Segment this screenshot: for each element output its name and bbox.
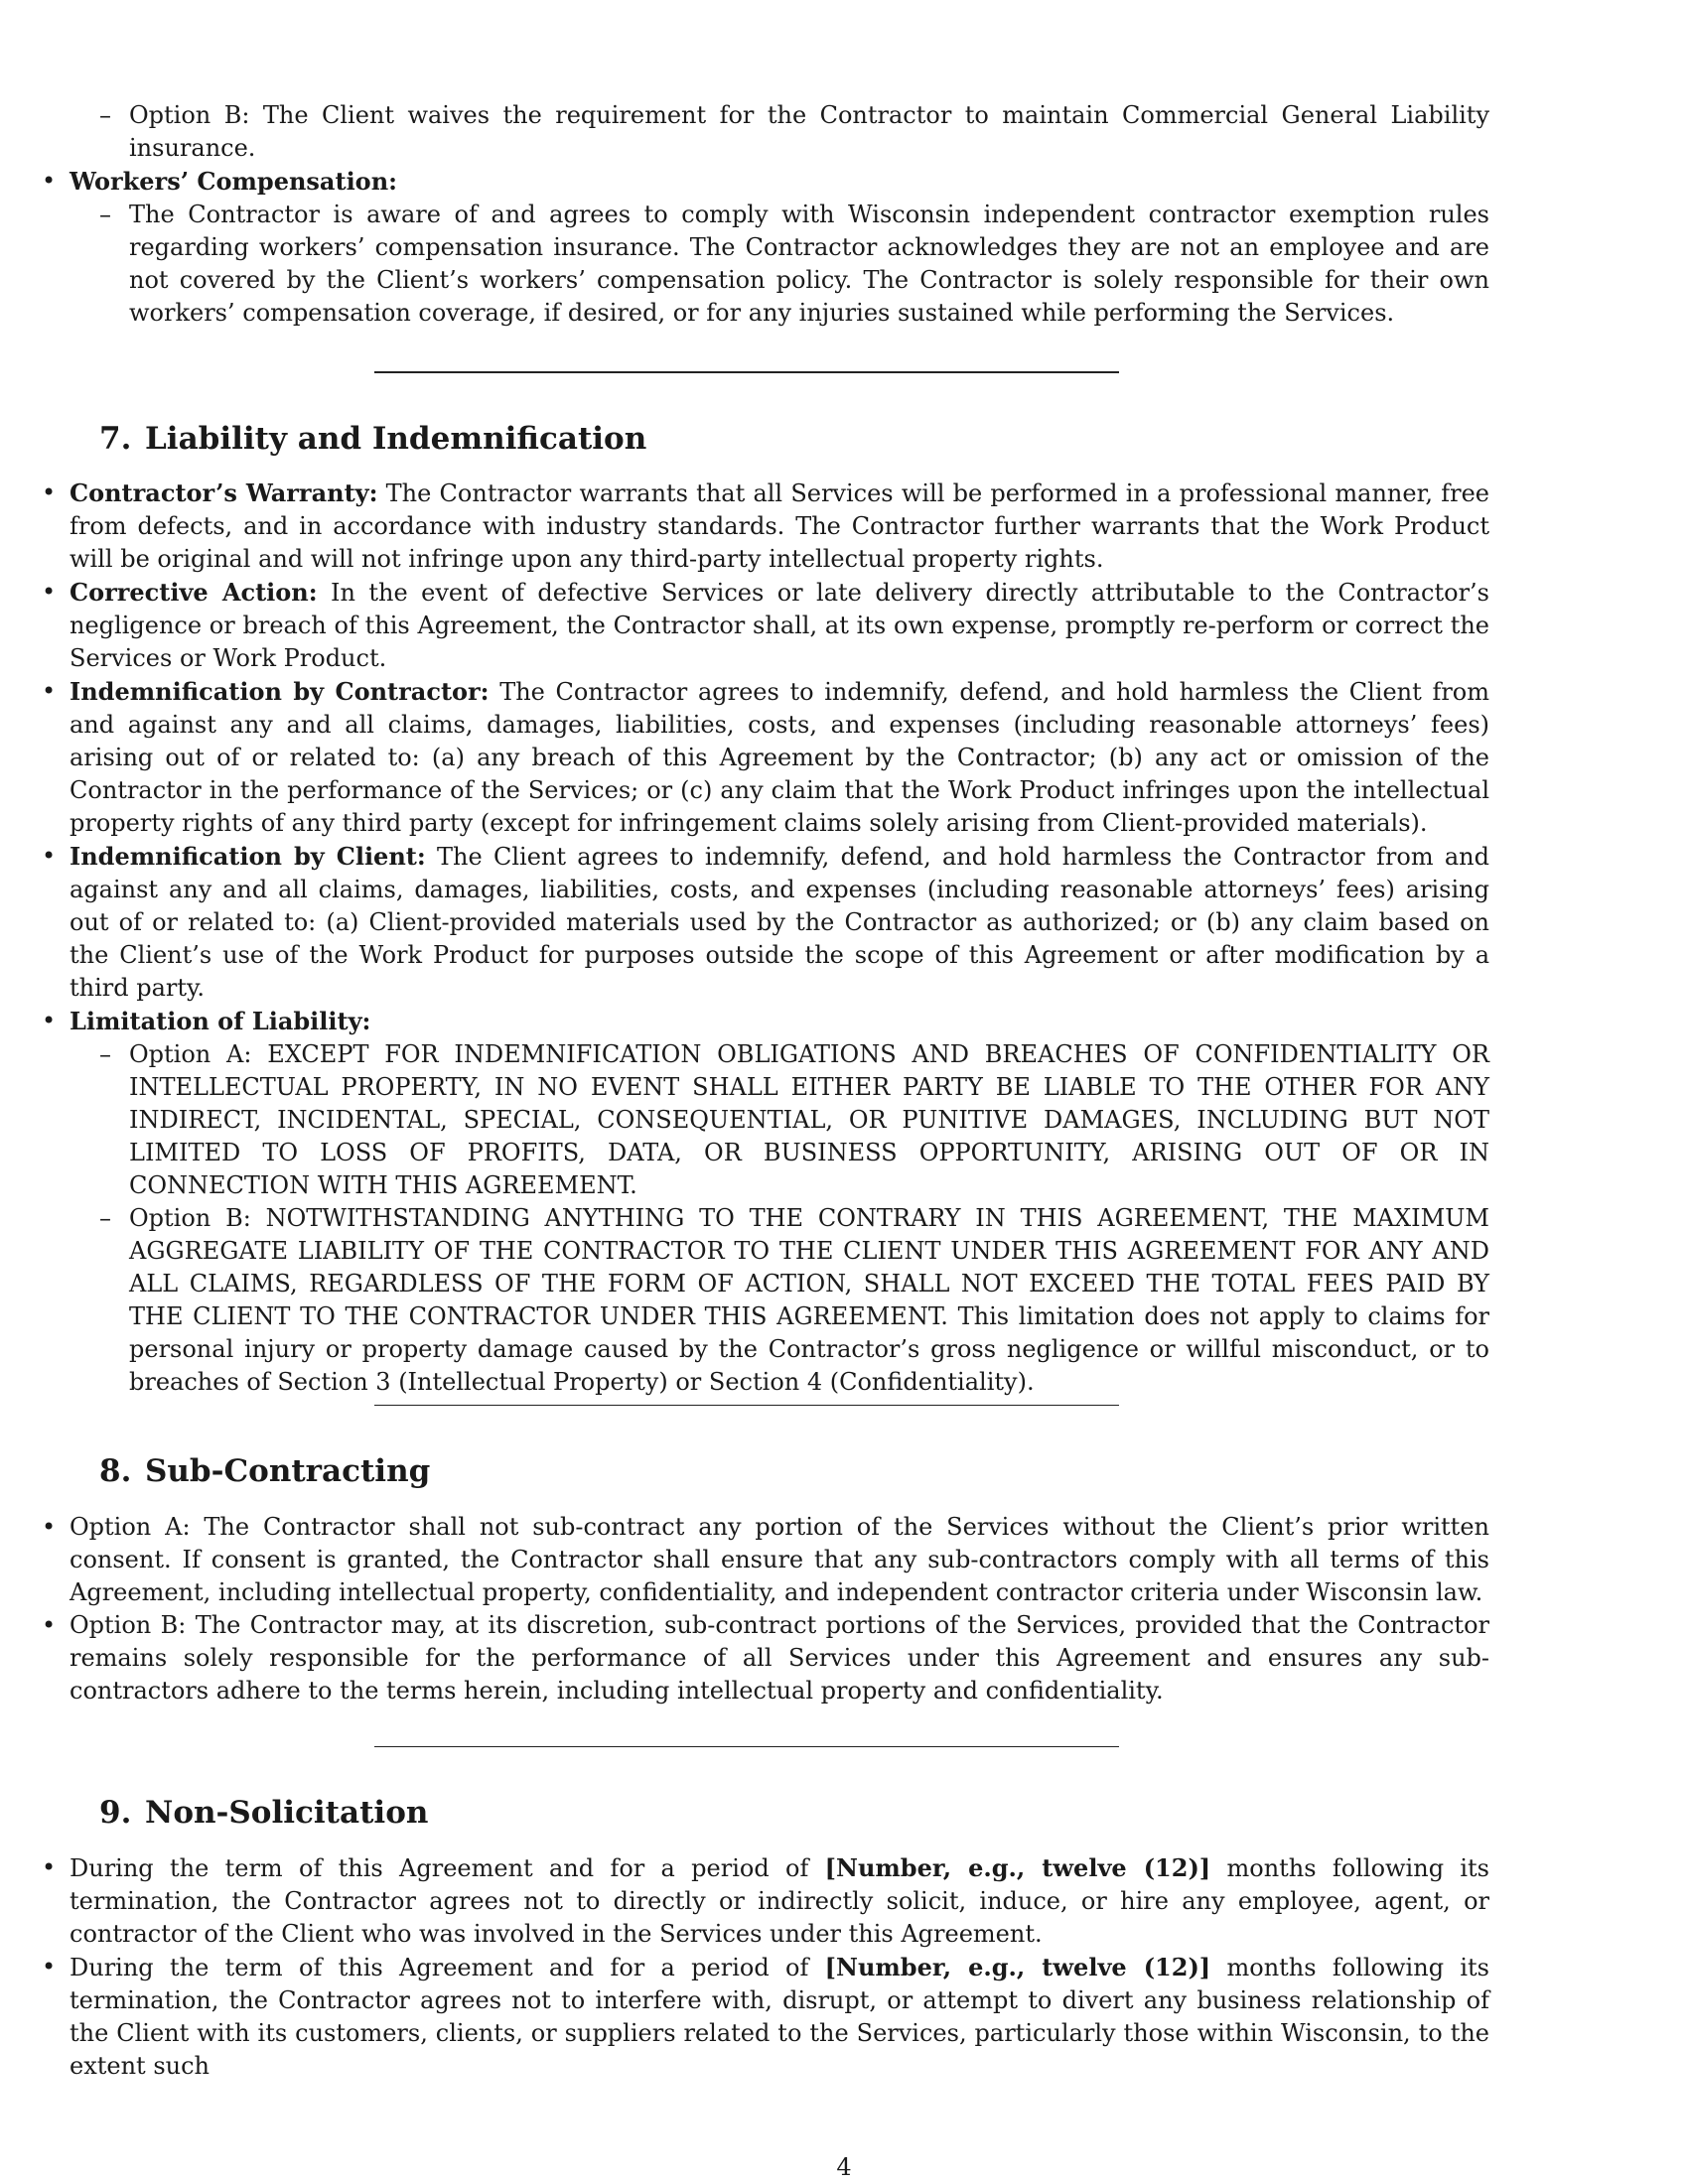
list-item-indem-client xyxy=(70,840,1489,1005)
section-7-heading xyxy=(99,419,646,459)
indem-client-label: Indemnification by Client: xyxy=(70,842,426,871)
list-item-indem-contractor xyxy=(70,675,1489,840)
option-b-insurance: – Option B: The Client waives the requirement for the Contractor to maintain Commercial General Liability insurance. xyxy=(129,99,1489,165)
section-divider xyxy=(374,1746,1119,1747)
list-item-option-b: • Option B: The Contractor may, at its discretion, sub-contract portions of the Services, provided that the Contractor remains solely responsible for the performance of all Services under this Agreement and ensures any sub-contractors adhere to the terms herein, including intellectual property and confidentiality. xyxy=(70,1609,1489,1707)
section-7-list xyxy=(70,477,1489,1399)
limitation-label: Limitation of Liability: xyxy=(70,1007,371,1035)
indem-contractor-text: The Contractor agrees to indemnify, defend, and hold harmless the Client from and against any and all claims, damages, liabilities, costs, and expenses (including reasonable attorneys’ fees) arising out of or related to: (a) any breach of this Agreement by the Contractor; (b) any act or omission of the Contractor in the performance of the Services; or (c) any claim that the Work Product infringes upon the intellectual property rights of any third party (except for infringement claims solely arising from Client-provided materials). xyxy=(70,678,1490,837)
section-number: 7. xyxy=(99,421,132,457)
item-text: months following its termination, the Contractor agrees not to directly or indirectly solicit, induce, or hire any employee, agent, or contractor of the Client who was involved in the Services under this Agreement. xyxy=(70,1854,1490,1948)
list-item-warranty xyxy=(70,477,1489,576)
item-text: months following its termination, the Contractor agrees not to interfere with, disrupt, or attempt to divert any business relationship of the Client with its customers, clients, or suppliers related to the Services, particularly those within Wisconsin, to the extent such xyxy=(70,1954,1490,2080)
number-placeholder: [Number, e.g., twelve (12)] xyxy=(824,1853,1211,1882)
section-8-heading xyxy=(99,1451,430,1491)
section-9-list xyxy=(70,1851,1489,2083)
list-item-continued xyxy=(70,99,1489,165)
indem-contractor-label: Indemnification by Contractor: xyxy=(70,677,490,706)
sublist xyxy=(70,1038,1489,1399)
warranty-text: The Contractor warrants that all Services will be performed in a professional manner, free from defects, and in accordance with industry standards. The Contractor further warrants that the Work Product will be original and will not infringe upon any third-party intellectual property rights. xyxy=(70,479,1490,573)
item-text: During the term of this Agreement and for a period of xyxy=(70,1954,825,1981)
corrective-label: Corrective Action: xyxy=(70,578,318,607)
list-item-non-interference xyxy=(70,1951,1489,2083)
list-item-corrective xyxy=(70,576,1489,675)
corrective-text: In the event of defective Services or late delivery directly attributable to the Contractor’s negligence or breach of this Agreement, the Contractor shall, at its own expense, promptly re-perform or correct the Services or Work Product. xyxy=(70,579,1489,672)
workers-comp-item xyxy=(70,165,1489,330)
list-item-limitation xyxy=(70,1005,1489,1399)
section-divider xyxy=(374,1405,1119,1406)
limitation-option-b: – Option B: NOTWITHSTANDING ANYTHING TO THE CONTRARY IN THIS AGREEMENT, THE MAXIMUM AGGREGATE LIABILITY OF THE CONTRACTOR TO THE CLIENT UNDER THIS AGREEMENT FOR ANY AND ALL CLAIMS, REGARDLESS OF THE FORM OF ACTION, SHALL NOT EXCEED THE TOTAL FEES PAID BY THE CLIENT TO THE CONTRACTOR UNDER THIS AGREEMENT. This limitation does not apply to claims for personal injury or property damage caused by the Contractor’s gross negligence or willful misconduct, or to breaches of Section 3 (Intellectual Property) or Section 4 (Confidentiality). xyxy=(129,1202,1489,1399)
sublist xyxy=(70,99,1489,165)
continued-list xyxy=(70,99,1489,330)
section-8-list xyxy=(70,1511,1489,1707)
sublist xyxy=(70,199,1489,330)
list-item-option-a: • Option A: The Contractor shall not sub-contract any portion of the Services without the Client’s prior written consent. If consent is granted, the Contractor shall ensure that any sub-contractors comply with all terms of this Agreement, including intellectual property, confidentiality, and independent contractor criteria under Wisconsin law. xyxy=(70,1511,1489,1609)
workers-comp-text: – The Contractor is aware of and agrees to comply with Wisconsin independent contractor exemption rules regarding workers’ compensation insurance. The Contractor acknowledges they are not an employee and are not covered by the Client’s workers’ compensation policy. The Contractor is solely responsible for their own workers’ compensation coverage, if desired, or for any injuries sustained while performing the Services. xyxy=(129,199,1489,330)
warranty-label: Contractor’s Warranty: xyxy=(70,478,378,507)
section-title: Sub-Contracting xyxy=(145,1453,431,1489)
list-item-non-solicit-employees xyxy=(70,1851,1489,1951)
item-text: During the term of this Agreement and for a period of xyxy=(70,1854,825,1882)
limitation-option-a: – Option A: EXCEPT FOR INDEMNIFICATION OBLIGATIONS AND BREACHES OF CONFIDENTIALITY OR INTELLECTUAL PROPERTY, IN NO EVENT SHALL EITHER PARTY BE LIABLE TO THE OTHER FOR ANY INDIRECT, INCIDENTAL, SPECIAL, CONSEQUENTIAL, OR PUNITIVE DAMAGES, INCLUDING BUT NOT LIMITED TO LOSS OF PROFITS, DATA, OR BUSINESS OPPORTUNITY, ARISING OUT OF OR IN CONNECTION WITH THIS AGREEMENT. xyxy=(129,1038,1489,1202)
section-title: Liability and Indemnification xyxy=(145,421,647,457)
section-number: 8. xyxy=(99,1453,132,1489)
section-title: Non-Solicitation xyxy=(145,1795,429,1831)
number-placeholder: [Number, e.g., twelve (12)] xyxy=(824,1953,1211,1981)
workers-comp-label: Workers’ Compensation: xyxy=(70,167,397,196)
section-number: 9. xyxy=(99,1795,132,1831)
indem-client-text: The Client agrees to indemnify, defend, and hold harmless the Contractor from and against any and all claims, damages, liabilities, costs, and expenses (including reasonable attorneys’ fees) arising out of or related to: (a) Client-provided materials used by the Contractor as authorized; or (b) any claim based on the Client’s use of the Work Product for purposes outside the scope of this Agreement or after modification by a third party. xyxy=(70,843,1489,1002)
page-number: 4 xyxy=(836,2153,852,2181)
section-divider xyxy=(374,371,1119,373)
section-9-heading xyxy=(99,1793,428,1833)
